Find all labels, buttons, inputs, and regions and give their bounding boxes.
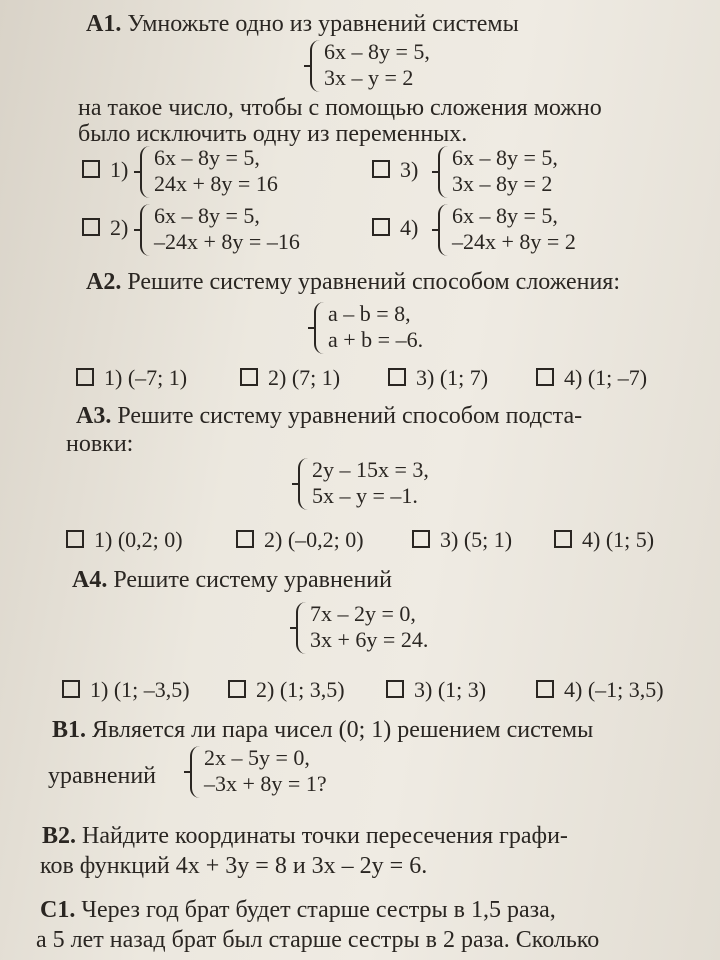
a1-option2-checkbox[interactable] bbox=[82, 218, 100, 236]
a3-option2-checkbox[interactable] bbox=[236, 530, 254, 548]
a3-option4: 4) (1; 5) bbox=[582, 527, 655, 552]
a3-label: А3. bbox=[76, 403, 112, 429]
a4-option3-checkbox[interactable] bbox=[386, 680, 404, 698]
b2-heading bbox=[42, 822, 568, 850]
a1-option2-system bbox=[140, 204, 340, 256]
a4-text: Решите систему уравнений bbox=[113, 567, 392, 593]
a3-system-eq1: 2y – 15x = 3, bbox=[312, 457, 429, 482]
b1-label: В1. bbox=[52, 717, 87, 743]
b1-text: Является ли пара чисел (0; 1) решением системы bbox=[92, 717, 594, 743]
a4-option1: 1) (1; –3,5) bbox=[90, 677, 190, 702]
a1-option2-eq1: 6x – 8y = 5, bbox=[154, 203, 260, 228]
a1-option1-eq1: 6x – 8y = 5, bbox=[154, 145, 260, 170]
a3-option1-checkbox[interactable] bbox=[66, 530, 84, 548]
a1-option1-checkbox[interactable] bbox=[82, 160, 100, 178]
b1-system-eq2: –3x + 8y = 1? bbox=[204, 771, 327, 796]
a3-heading bbox=[76, 402, 582, 430]
a1-heading bbox=[86, 10, 519, 38]
a1-option3-number: 3) bbox=[400, 157, 419, 182]
a2-option3: 3) (1; 7) bbox=[416, 365, 489, 390]
a2-option4: 4) (1; –7) bbox=[564, 365, 648, 390]
a1-option4-eq1: 6x – 8y = 5, bbox=[452, 203, 558, 228]
a3-text-line2: новки: bbox=[66, 431, 134, 457]
a2-option3-checkbox[interactable] bbox=[388, 368, 406, 386]
a1-text-line2: на такое число, чтобы с помощью сложения можно bbox=[78, 95, 602, 121]
a1-option1-number: 1) bbox=[110, 157, 129, 182]
a1-option3-system bbox=[438, 146, 618, 198]
a4-option2: 2) (1; 3,5) bbox=[256, 677, 345, 702]
a1-option1-system bbox=[140, 146, 320, 198]
a4-option3: 3) (1; 3) bbox=[414, 677, 487, 702]
a4-heading bbox=[72, 566, 392, 594]
a2-system bbox=[314, 302, 474, 354]
a1-text-line3: было исключить одну из переменных. bbox=[78, 121, 468, 147]
b1-heading bbox=[52, 716, 593, 744]
a2-label: А2. bbox=[86, 269, 122, 295]
a1-option2-eq2: –24x + 8y = –16 bbox=[154, 229, 300, 254]
a1-label: А1. bbox=[86, 11, 122, 37]
a1-option4-system bbox=[438, 204, 638, 256]
a3-option2: 2) (–0,2; 0) bbox=[264, 527, 364, 552]
a4-option2-checkbox[interactable] bbox=[228, 680, 246, 698]
a1-text: Умножьте одно из уравнений системы bbox=[127, 11, 519, 37]
a2-heading bbox=[86, 268, 620, 296]
a2-option1: 1) (–7; 1) bbox=[104, 365, 188, 390]
b2-label: В2. bbox=[42, 823, 77, 849]
a1-option4-eq2: –24x + 8y = 2 bbox=[452, 229, 576, 254]
c1-text-line2: а 5 лет назад брат был старше сестры в 2 раза. Сколько bbox=[36, 927, 600, 953]
a2-system-eq1: a – b = 8, bbox=[328, 301, 411, 326]
b1-text-line2: уравнений bbox=[48, 763, 157, 789]
c1-label: С1. bbox=[40, 897, 76, 923]
a3-option4-checkbox[interactable] bbox=[554, 530, 572, 548]
a4-option1-checkbox[interactable] bbox=[62, 680, 80, 698]
a3-system bbox=[298, 458, 478, 510]
b2-text-line2: ков функций 4x + 3y = 8 и 3x – 2y = 6. bbox=[40, 853, 428, 879]
c1-heading bbox=[40, 896, 556, 924]
a1-option4-checkbox[interactable] bbox=[372, 218, 390, 236]
a4-system bbox=[296, 602, 476, 654]
b1-system-eq1: 2x – 5y = 0, bbox=[204, 745, 310, 770]
a3-option1: 1) (0,2; 0) bbox=[94, 527, 183, 552]
a4-label: А4. bbox=[72, 567, 108, 593]
a2-text: Решите систему уравнений способом сложения: bbox=[127, 269, 621, 295]
b2-text: Найдите координаты точки пересечения графи- bbox=[82, 823, 568, 849]
a1-option1-eq2: 24x + 8y = 16 bbox=[154, 171, 278, 196]
a2-option4-checkbox[interactable] bbox=[536, 368, 554, 386]
a3-text: Решите систему уравнений способом подста- bbox=[117, 403, 583, 429]
a3-system-eq2: 5x – y = –1. bbox=[312, 483, 418, 508]
a3-option3-checkbox[interactable] bbox=[412, 530, 430, 548]
a1-option2-number: 2) bbox=[110, 215, 129, 240]
a2-option1-checkbox[interactable] bbox=[76, 368, 94, 386]
a1-system-eq2: 3x – y = 2 bbox=[324, 65, 414, 90]
a1-option4-number: 4) bbox=[400, 215, 419, 240]
a1-system bbox=[310, 40, 510, 92]
c1-text: Через год брат будет старше сестры в 1,5 раза, bbox=[81, 897, 556, 923]
a3-option3: 3) (5; 1) bbox=[440, 527, 513, 552]
a2-system-eq2: a + b = –6. bbox=[328, 327, 424, 352]
a4-option4: 4) (–1; 3,5) bbox=[564, 677, 664, 702]
a1-system-eq1: 6x – 8y = 5, bbox=[324, 39, 430, 64]
a4-system-eq1: 7x – 2y = 0, bbox=[310, 601, 416, 626]
a1-option3-eq1: 6x – 8y = 5, bbox=[452, 145, 558, 170]
b1-system bbox=[190, 746, 390, 798]
a1-option3-checkbox[interactable] bbox=[372, 160, 390, 178]
a2-option2-checkbox[interactable] bbox=[240, 368, 258, 386]
a2-option2: 2) (7; 1) bbox=[268, 365, 341, 390]
a4-option4-checkbox[interactable] bbox=[536, 680, 554, 698]
a1-option3-eq2: 3x – 8y = 2 bbox=[452, 171, 553, 196]
a4-system-eq2: 3x + 6y = 24. bbox=[310, 627, 429, 652]
